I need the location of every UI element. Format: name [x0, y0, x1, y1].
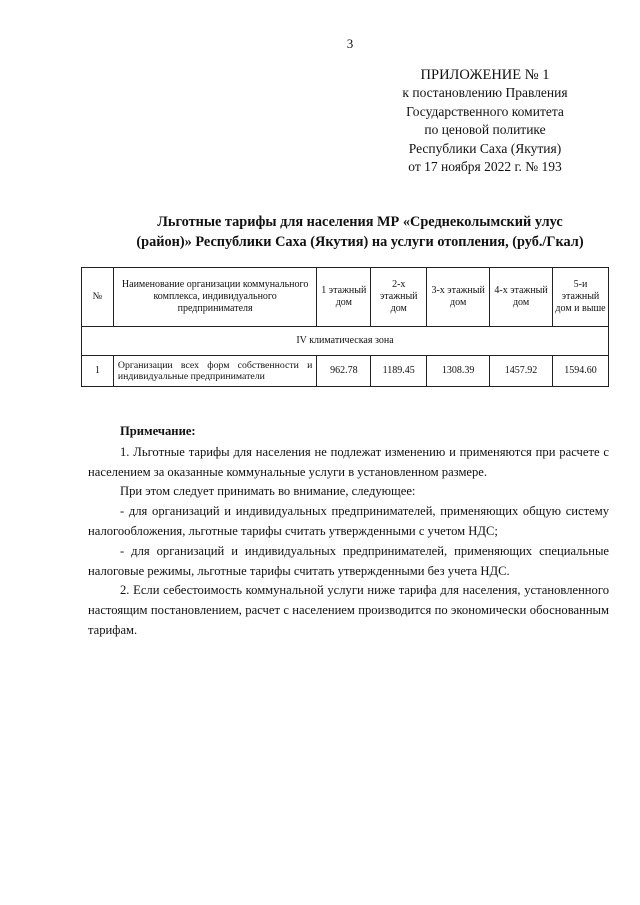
- note-paragraph-1: 1. Льготные тарифы для населения не подлежат изменению и применяются при расчете с населением за оказанные коммунальные услуги в установленном размере.: [88, 444, 609, 479]
- appendix-label: ПРИЛОЖЕНИЕ № 1: [420, 67, 550, 83]
- note-paragraph-2: При этом следует принимать во внимание, следующее:: [120, 484, 416, 499]
- appendix-line-2: к постановлению Правления: [402, 85, 568, 101]
- appendix-line-3: Государственного комитета: [406, 103, 564, 119]
- document-title-line-1: Льготные тарифы для населения МР «Среднеколымский улус: [157, 214, 563, 230]
- row-organization: Организации всех форм собственности и индивидуальные предприниматели: [113, 356, 316, 387]
- tariff-1-floor: 962.78: [317, 356, 371, 387]
- climate-zone-row: [82, 327, 609, 356]
- header-4-floor: 4-х этажный дом: [490, 268, 553, 327]
- note-paragraph-3: - для организаций и индивидуальных предпринимателей, применяющих общую систему налогообложения, льготные тарифы считать утвержденными с учетом НДС;: [88, 504, 609, 538]
- tariff-3-floor: 1308.39: [427, 356, 490, 387]
- header-3-floor: 3-х этажный дом: [427, 268, 490, 327]
- header-5-floor-plus: 5-и этажный дом и выше: [553, 268, 609, 327]
- document-title: [60, 212, 640, 252]
- header-1-floor: 1 этажный дом: [317, 268, 371, 327]
- appendix-line-5: Республики Саха (Якутия): [408, 140, 562, 156]
- row-number: 1: [82, 356, 114, 387]
- appendix-line-4: по ценовой политике: [424, 122, 546, 138]
- page-number: 3: [346, 36, 354, 51]
- climate-zone-label: IV климатическая зона: [82, 327, 609, 356]
- tariff-5-floor-plus: 1594.60: [553, 356, 609, 387]
- tariffs-table: [81, 267, 609, 387]
- header-number: №: [82, 268, 114, 327]
- table-header-row: [82, 268, 609, 327]
- notes-heading: Примечание:: [120, 424, 196, 438]
- tariff-4-floor: 1457.92: [490, 356, 553, 387]
- tariff-2-floor: 1189.45: [371, 356, 427, 387]
- note-paragraph-4: - для организаций и индивидуальных предпринимателей, применяющих специальные налоговые режимы, льготные тарифы считать утвержденными без учета НДС.: [88, 543, 609, 578]
- header-organization: Наименование организации коммунального комплекса, индивидуального предпринимателя: [113, 268, 316, 327]
- appendix-header: [360, 66, 610, 176]
- document-title-line-2: (район)» Республики Саха (Якутия) на услуги отопления, (руб./Гкал): [136, 234, 584, 250]
- header-2-floor: 2-х этажный дом: [371, 268, 427, 327]
- note-paragraph-5: 2. Если себестоимость коммунальной услуги ниже тарифа для населения, установленного настоящим постановлением, расчет с населением производится по экономически обоснованным тарифам.: [88, 583, 609, 637]
- appendix-date-number: от 17 ноября 2022 г. № 193: [408, 159, 562, 175]
- notes-section: [88, 422, 609, 641]
- table-row: [82, 356, 609, 387]
